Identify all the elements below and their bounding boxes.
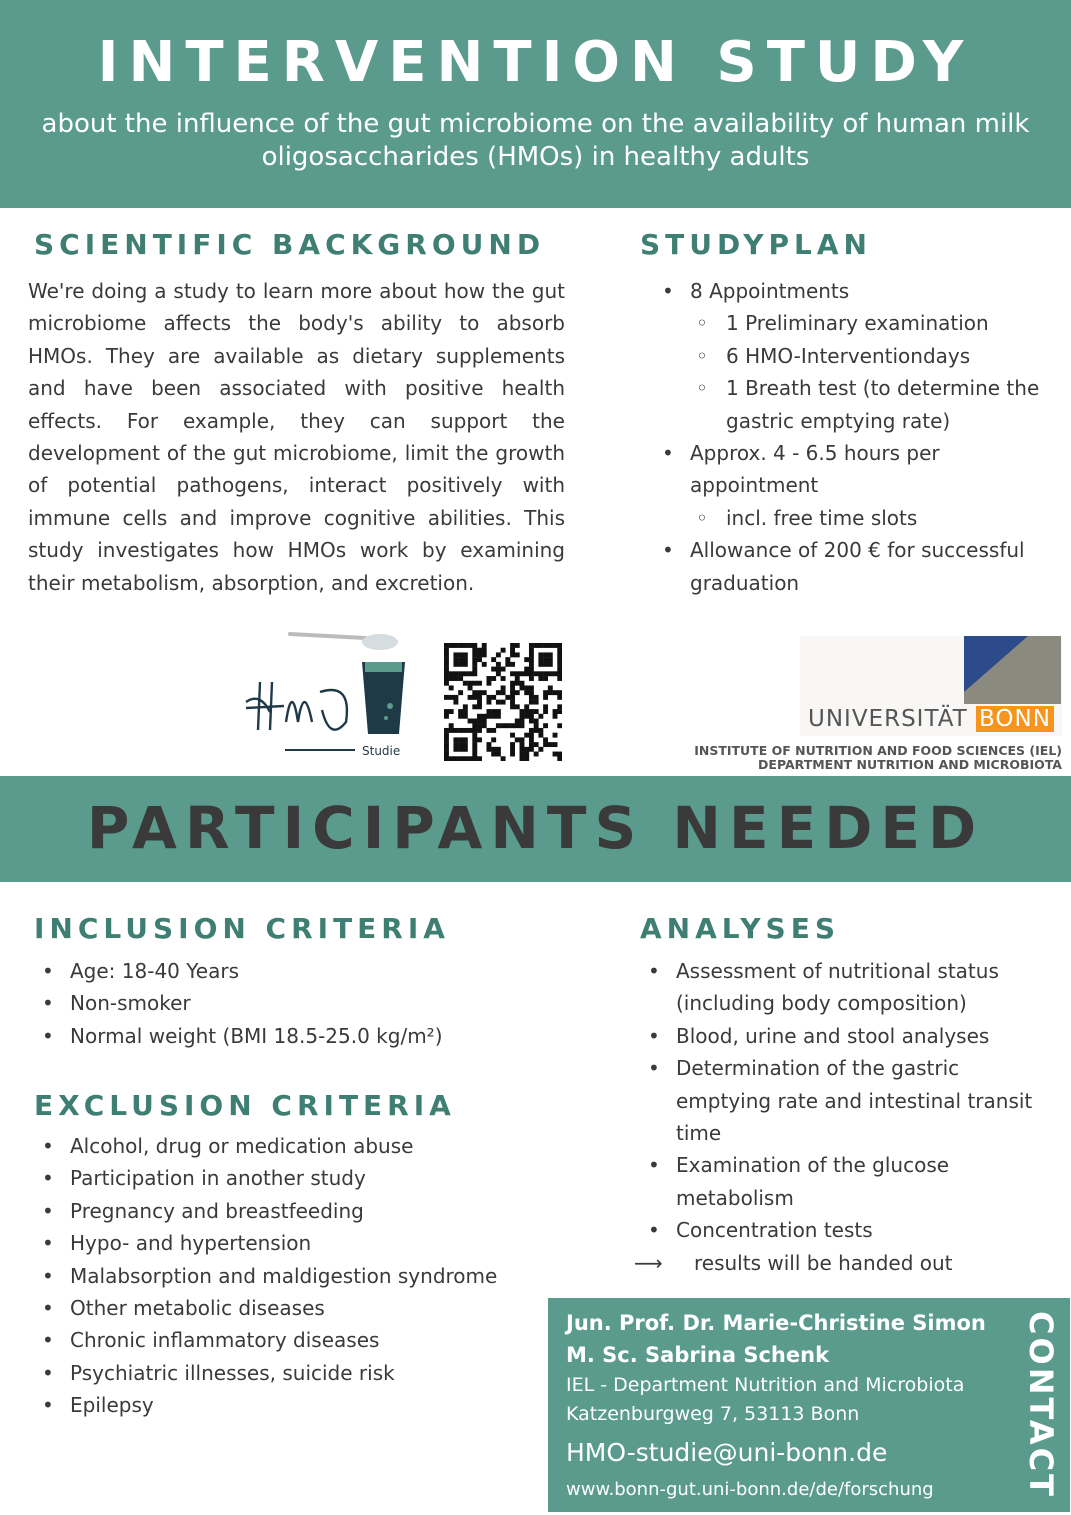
page-subtitle: about the influence of the gut microbiome on the availability of human milk oligosaccharides (HMOs) in healthy adults [41,109,1030,172]
analyses-heading: ANALYSES [640,912,840,945]
university-name: UNIVERSITÄT BONN [808,706,1054,732]
list-item: • Age: 18-40 Years [28,955,548,987]
studyplan-heading: STUDYPLAN [640,228,872,261]
list-item: • Determination of the gastric emptying rate and intestinal transit time [634,1052,1054,1149]
list-item: • Approx. 4 - 6.5 hours per appointment [648,437,1048,502]
list-item: ◦ 6 HMO-Interventiondays [648,340,1048,372]
inclusion-heading: INCLUSION CRITERIA [34,912,450,945]
contact-email[interactable]: HMO-studie@uni-bonn.de [566,1438,888,1467]
studyplan-list [648,275,1048,599]
university-city: BONN [976,706,1054,732]
header-banner [0,0,1071,208]
list-item: • Concentration tests [634,1214,1054,1246]
list-item: • Psychiatric illnesses, suicide risk [28,1357,548,1389]
institute-line-1: INSTITUTE OF NUTRITION AND FOOD SCIENCES (IEL) [694,743,1062,758]
list-item: • Hypo- and hypertension [28,1227,548,1259]
contact-label: CONTACT [1022,1311,1060,1499]
list-item: • Other metabolic diseases [28,1292,548,1324]
hmo-study-logo [240,622,410,764]
list-item: • Allowance of 200 € for successful graduation [648,534,1048,599]
hmo-logo-label: Studie [362,744,401,758]
list-item: • Non-smoker [28,987,548,1019]
list-item: • Pregnancy and breastfeeding [28,1195,548,1227]
list-item: • Malabsorption and maldigestion syndrome [28,1260,548,1292]
list-item: • 8 Appointments [648,275,1048,307]
list-item: ◦ incl. free time slots [648,502,1048,534]
contact-name-2: M. Sc. Sabrina Schenk [566,1343,830,1367]
participants-title: PARTICIPANTS NEEDED [86,794,985,862]
list-item: • Alcohol, drug or medication abuse [28,1130,548,1162]
list-item: • Epilepsy [28,1389,548,1421]
contact-name-1: Jun. Prof. Dr. Marie-Christine Simon [566,1311,986,1335]
contact-address: Katzenburgweg 7, 53113 Bonn [566,1403,860,1425]
list-item: ◦ 1 Breath test (to determine the gastric emptying rate) [648,372,1048,437]
list-item: • Normal weight (BMI 18.5-25.0 kg/m²) [28,1020,548,1052]
background-heading: SCIENTIFIC BACKGROUND [34,228,546,261]
list-item: • Assessment of nutritional status (including body composition) [634,955,1054,1020]
inclusion-list [28,955,548,1052]
list-item: • Blood, urine and stool analyses [634,1020,1054,1052]
exclusion-heading: EXCLUSION CRITERIA [34,1089,456,1122]
qr-code[interactable] [444,643,562,761]
list-item: ⟶ results will be handed out [634,1247,1054,1279]
contact-website[interactable]: www.bonn-gut.uni-bonn.de/de/forschung [566,1479,934,1500]
page-title: INTERVENTION STUDY [97,30,974,95]
list-item: • Participation in another study [28,1162,548,1194]
institute-line-2: DEPARTMENT NUTRITION AND MICROBIOTA [758,757,1062,772]
contact-department: IEL - Department Nutrition and Microbiota [566,1374,965,1396]
list-item: • Examination of the glucose metabolism [634,1149,1054,1214]
contact-box [548,1298,1070,1512]
list-item: • Chronic inflammatory diseases [28,1324,548,1356]
exclusion-list [28,1130,548,1422]
analyses-list [634,955,1054,1279]
background-text: We're doing a study to learn more about how the gut microbiome affects the body's ability to absorb HMOs. They are available as dietary supplements and have been associated with positive health effects. For example, they can support the development of the gut microbiome, limit the growth of potential pathogens, interact positively with immune cells and improve cognitive abilities. This study investigates how HMOs work by examining their metabolism, absorption, and excretion. [28,279,565,595]
list-item: ◦ 1 Preliminary examination [648,307,1048,339]
